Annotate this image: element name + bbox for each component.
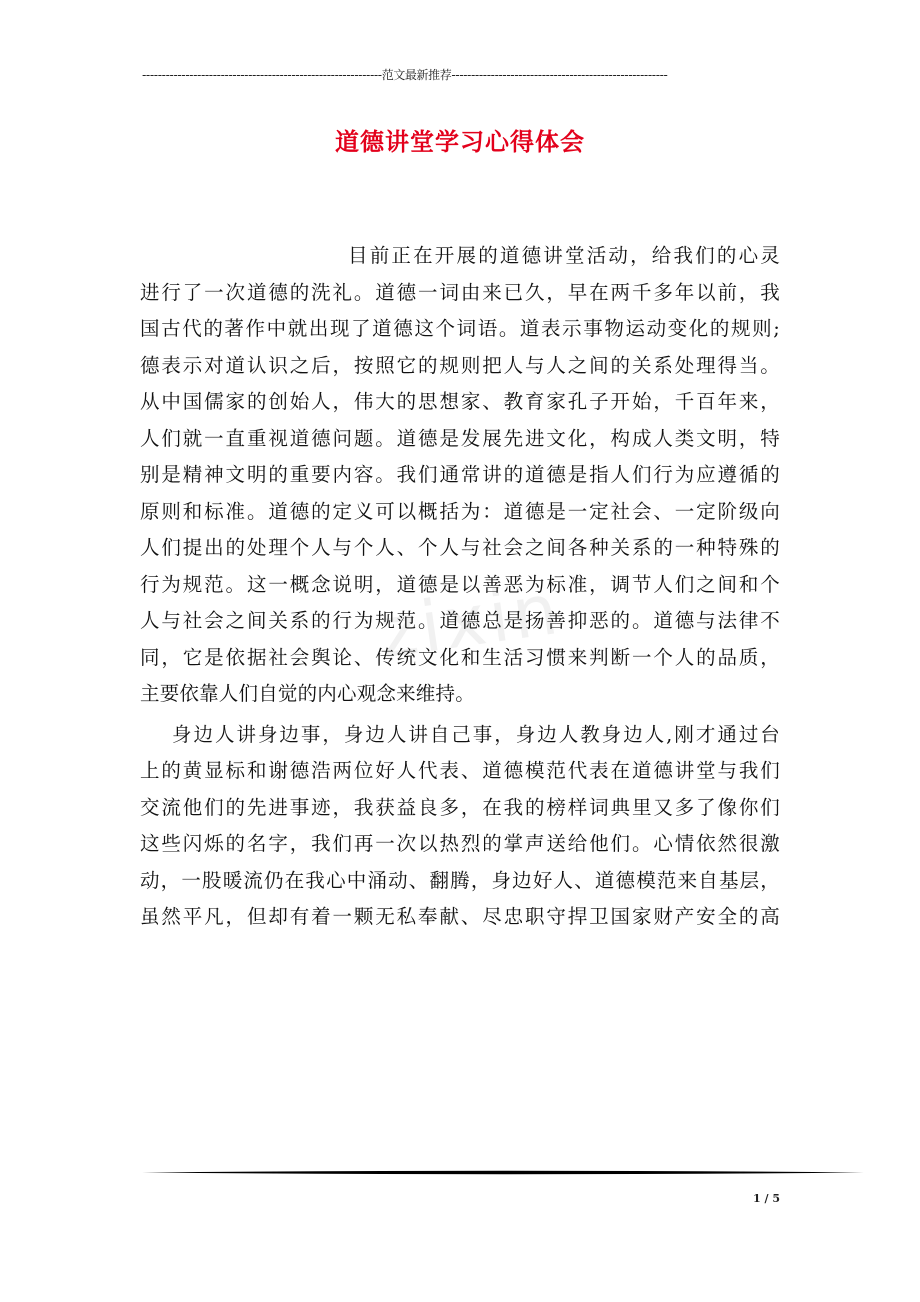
text-line: 动，一股暖流仍在我心中涌动、翻腾，身边好人、道德模范来自基层， bbox=[140, 868, 780, 892]
page-number: 1 / 5 bbox=[753, 1192, 780, 1205]
text-line: 人们就一直重视道德问题。道德是发展先进文化，构成人类文明，特 bbox=[140, 426, 780, 450]
watermark: zixin bbox=[375, 567, 567, 675]
text-line: 虽然平凡，但却有着一颗无私奉献、尽忠职守捍卫国家财产安全的高 bbox=[140, 905, 780, 928]
text-line: 行为规范。这一概念说明，道德是以善恶为标准，调节人们之间和个 bbox=[140, 572, 780, 596]
text-line: 交流他们的先进事迹，我获益良多，在我的榜样词典里又多了像你们 bbox=[140, 795, 780, 819]
text-line: 原则和标准。道德的定义可以概括为：道德是一定社会、一定阶级向 bbox=[140, 499, 780, 523]
document-title: 道德讲堂学习心得体会 bbox=[335, 127, 585, 156]
footer-rule bbox=[142, 1170, 864, 1175]
text-line: 同，它是依据社会舆论、传统文化和生活习惯来判断一个人的品质， bbox=[140, 645, 780, 669]
text-line: 目前正在开展的道德讲堂活动，给我们的心灵 bbox=[348, 244, 780, 267]
text-line: 主要依靠人们自觉的内心观念来维持。 bbox=[140, 682, 475, 705]
text-line: 进行了一次道德的洗礼。道德一词由来已久，早在两千多年以前，我 bbox=[140, 280, 780, 304]
page-header: -------------------------------------------------------------范文最新推荐------------------------------------------------------- bbox=[142, 68, 668, 82]
paragraph bbox=[140, 238, 780, 713]
text-line: 这些闪烁的名字，我们再一次以热烈的掌声送给他们。心情依然很激 bbox=[140, 832, 780, 855]
text-line: 别是精神文明的重要内容。我们通常讲的道德是指人们行为应遵循的 bbox=[140, 463, 780, 486]
text-line: 德表示对道认识之后，按照它的规则把人与人之间的关系处理得当。 bbox=[140, 353, 780, 377]
text-line: 上的黄显标和谢德浩两位好人代表、道德模范代表在道德讲堂与我们 bbox=[140, 759, 780, 782]
text-line: 从中国儒家的创始人，伟大的思想家、教育家孔子开始，千百年来， bbox=[140, 390, 780, 413]
text-line: 人们提出的处理个人与个人、个人与社会之间各种关系的一种特殊的 bbox=[140, 536, 780, 559]
text-line: 国古代的著作中就出现了道德这个词语。道表示事物运动变化的规则; bbox=[140, 317, 780, 340]
paragraph bbox=[140, 717, 780, 936]
text-line: 人与社会之间关系的行为规范。道德总是扬善抑恶的。道德与法律不 bbox=[140, 609, 780, 632]
document-body bbox=[140, 238, 780, 936]
text-line: 身边人讲身边事，身边人讲自己事，身边人教身边人,刚才通过台 bbox=[172, 722, 780, 746]
